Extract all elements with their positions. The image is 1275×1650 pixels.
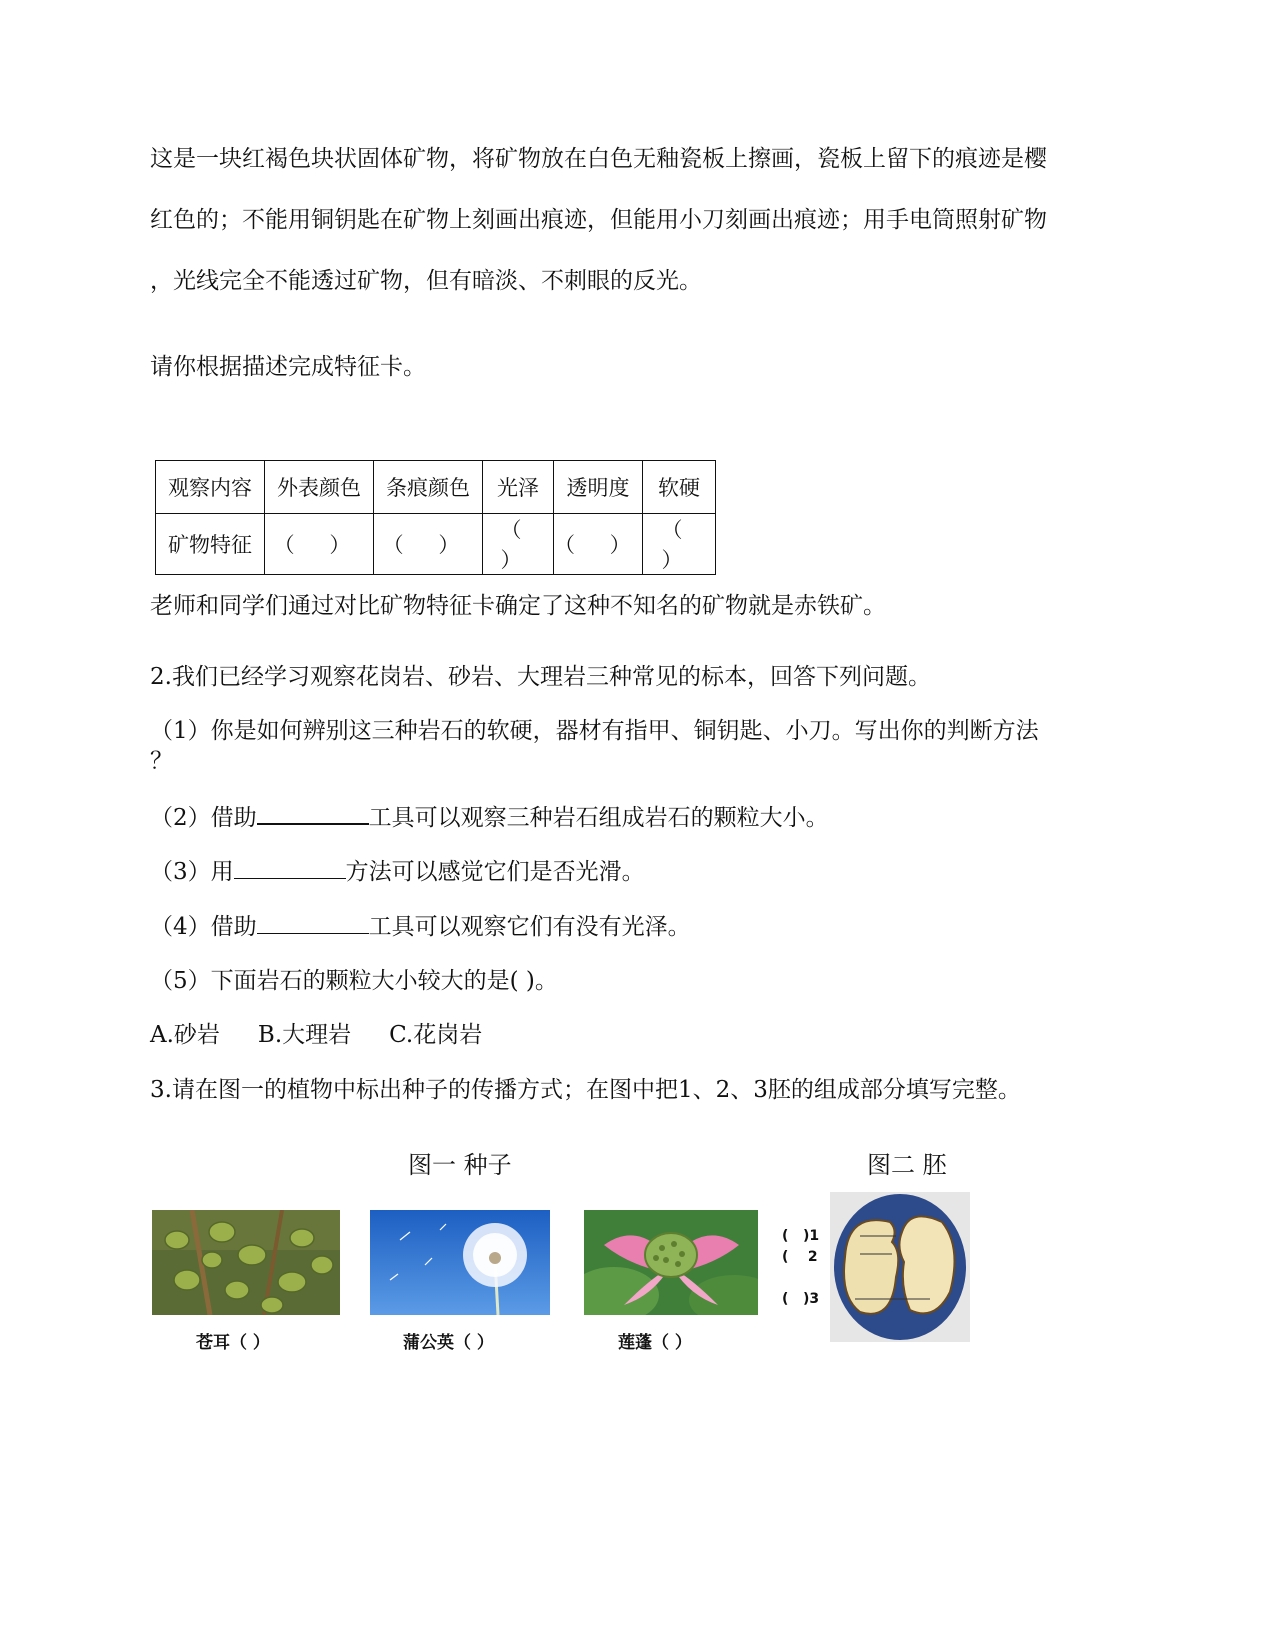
part-4-suffix: 工具可以观察它们有没有光泽。 (368, 914, 691, 940)
answer-blank[interactable] (257, 801, 369, 825)
question-2-title: 2.我们已经学习观察花岗岩、砂岩、大理岩三种常见的标本，回答下列问题。 (150, 664, 931, 690)
figure-2-title: 图二 胚 (867, 1151, 947, 1179)
question-2-part-1-cont: ？ (150, 748, 173, 774)
dandelion-photo (370, 1210, 550, 1315)
instruction-text: 请你根据描述完成特征卡。 (150, 354, 426, 380)
question-2-part-5: （5）下面岩石的颗粒大小较大的是( )。 (150, 968, 558, 994)
embryo-label-3: ( )3 (782, 1291, 820, 1307)
figure-1-title: 图一 种子 (408, 1151, 512, 1179)
part-4-prefix: （4）借助 (150, 914, 257, 940)
answer-blank[interactable] (234, 856, 346, 879)
question-2-part-2 (150, 801, 829, 833)
mineral-feature-card (155, 460, 716, 575)
card-answer-row (156, 514, 716, 575)
option-a[interactable]: A.砂岩 (150, 1022, 220, 1048)
cocklebur-caption: 苍耳（ ） (196, 1333, 270, 1353)
question-2-part-3 (150, 856, 645, 887)
answer-cell[interactable]: （ ） (643, 514, 716, 575)
card-header-cell: 透明度 (554, 461, 643, 514)
option-b[interactable]: B.大理岩 (257, 1022, 352, 1048)
answer-cell[interactable]: （ ） (374, 514, 483, 575)
option-c[interactable]: C.花岗岩 (389, 1022, 483, 1048)
part-3-prefix: （3）用 (150, 859, 234, 885)
card-row-label: 矿物特征 (156, 514, 265, 575)
embryo-photo (830, 1192, 970, 1342)
question-3-title: 3.请在图一的植物中标出种子的传播方式；在图中把1、2、3胚的组成部分填写完整。 (150, 1077, 1021, 1103)
question-2-part-4 (150, 911, 691, 942)
intro-line-3: ，光线完全不能透过矿物，但有暗淡、不刺眼的反光。 (150, 268, 702, 294)
dandelion-caption: 蒲公英（ ） (403, 1333, 494, 1353)
intro-line-2: 红色的；不能用铜钥匙在矿物上刻画出痕迹，但能用小刀刻画出痕迹；用手电筒照射矿物 (150, 207, 1047, 233)
card-header-cell: 观察内容 (156, 461, 265, 514)
card-header-cell: 外表颜色 (265, 461, 374, 514)
question-2-options (150, 1020, 482, 1050)
part-2-prefix: （2）借助 (150, 805, 257, 831)
part-3-suffix: 方法可以感觉它们是否光滑。 (345, 859, 645, 885)
cocklebur-photo (152, 1210, 340, 1315)
card-header-cell: 软硬 (643, 461, 716, 514)
card-header-cell: 光泽 (483, 461, 554, 514)
lotus-pod-photo (584, 1210, 758, 1315)
question-2-part-1: （1）你是如何辨别这三种岩石的软硬，器材有指甲、铜钥匙、小刀。写出你的判断方法 (150, 718, 1039, 744)
part-2-suffix: 工具可以观察三种岩石组成岩石的颗粒大小。 (368, 805, 829, 831)
embryo-label-1: ( )1 (782, 1228, 820, 1244)
answer-cell[interactable]: （ ） (483, 514, 554, 575)
embryo-label-2: ( 2 (782, 1249, 818, 1265)
lotus-pod-caption: 莲蓬（ ） (618, 1333, 692, 1353)
card-header-cell: 条痕颜色 (374, 461, 483, 514)
answer-cell[interactable]: （ ） (265, 514, 374, 575)
answer-cell[interactable]: （ ） (554, 514, 643, 575)
conclusion-text: 老师和同学们通过对比矿物特征卡确定了这种不知名的矿物就是赤铁矿。 (150, 593, 886, 619)
card-header-row (156, 461, 716, 514)
intro-line-1: 这是一块红褐色块状固体矿物，将矿物放在白色无釉瓷板上擦画，瓷板上留下的痕迹是樱 (150, 146, 1047, 172)
answer-blank[interactable] (257, 911, 369, 934)
